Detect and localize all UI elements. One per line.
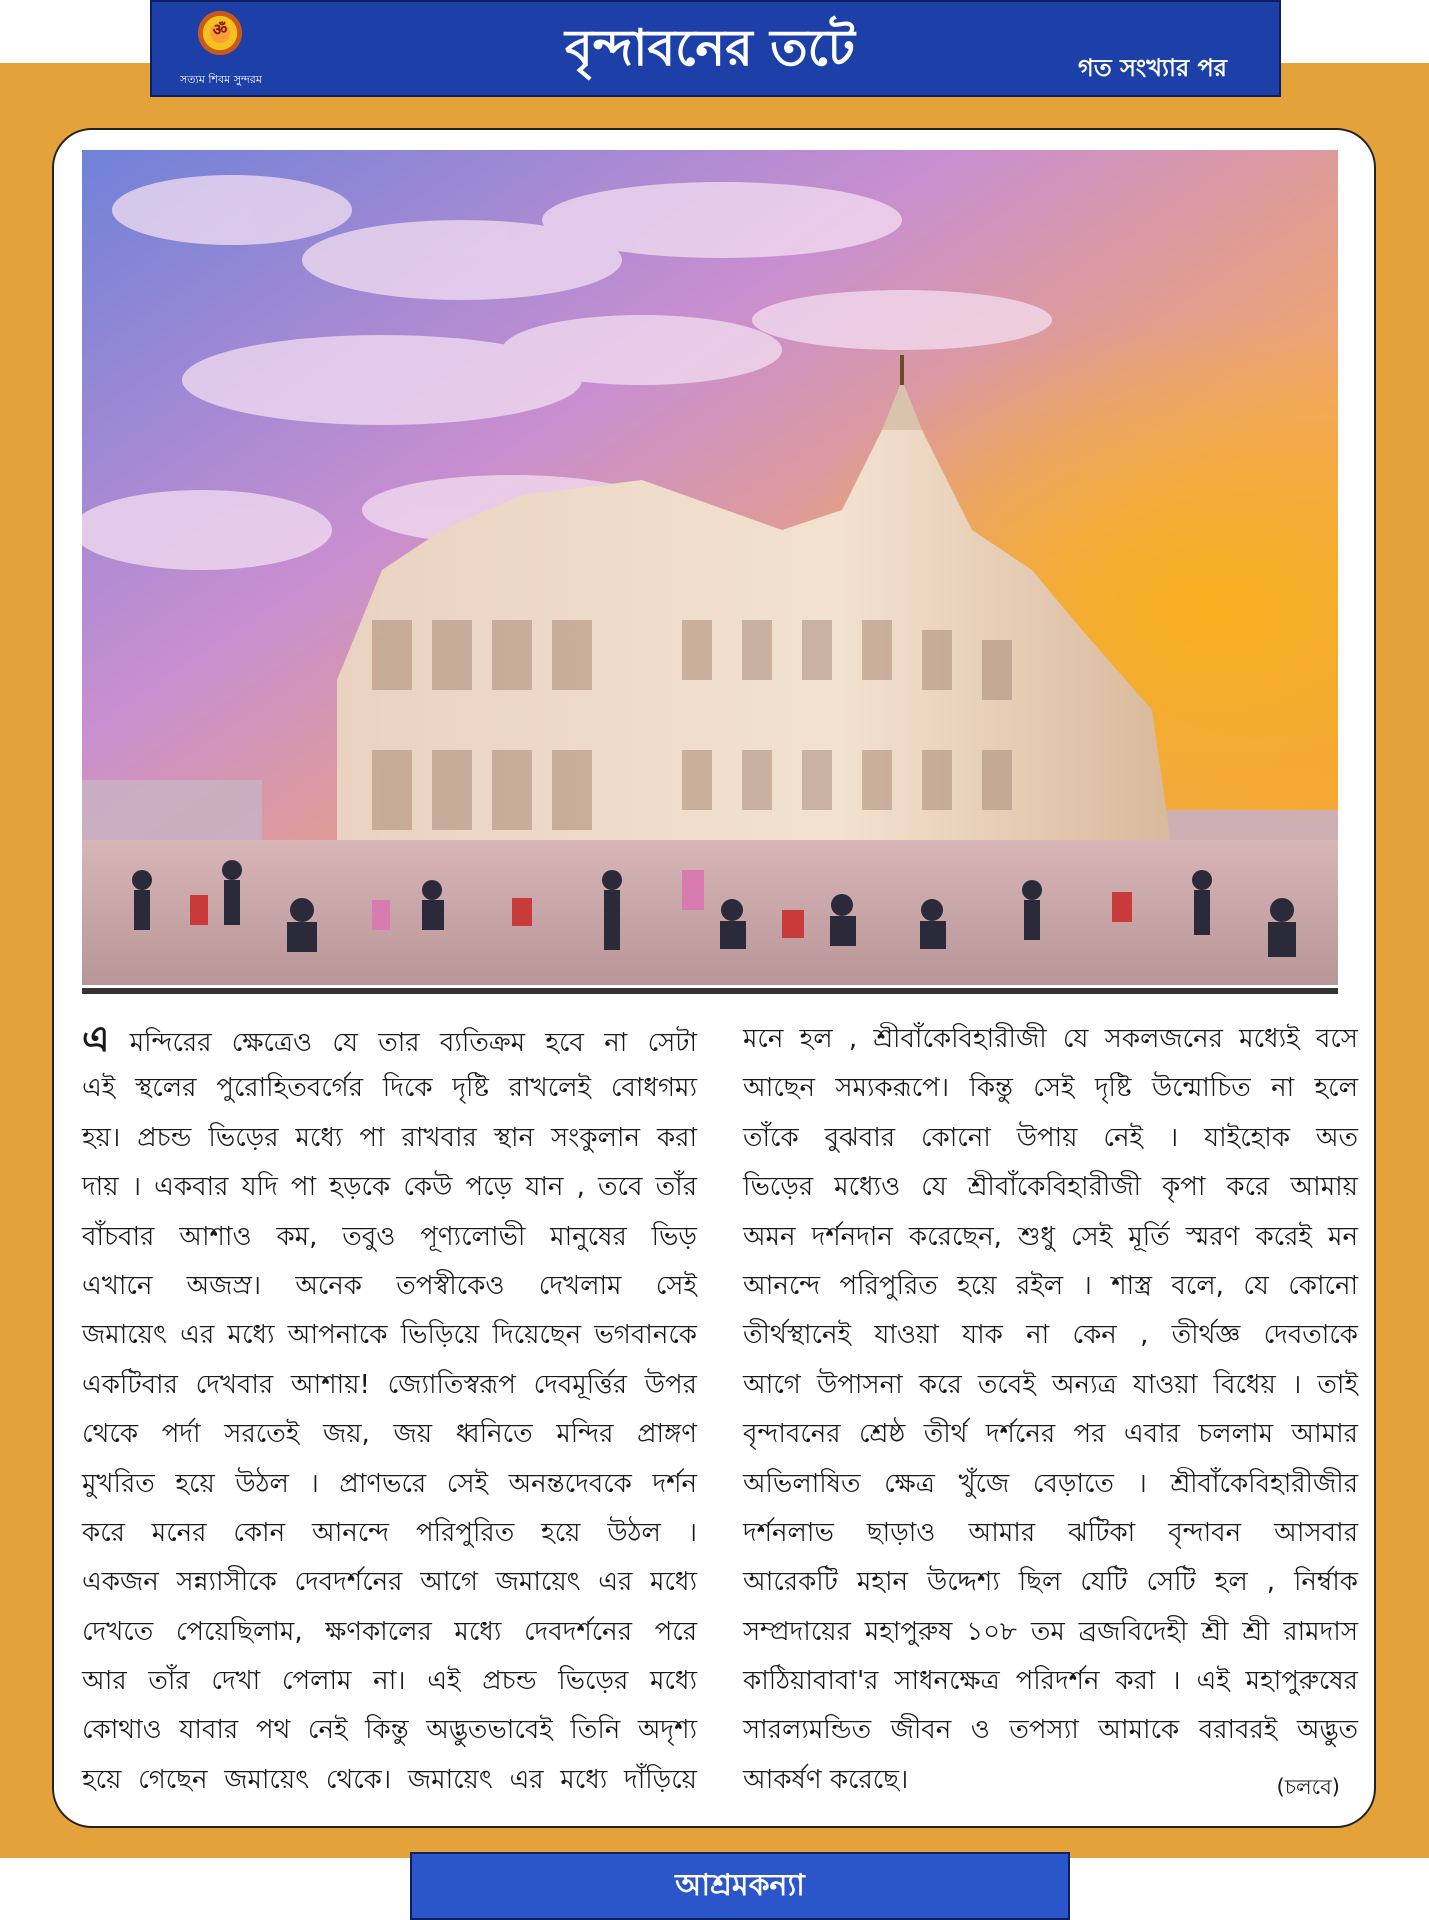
- footer-author: আশ্রমকন্যা: [675, 1868, 805, 1903]
- continuation-label: গত সংখ্যার পর: [1077, 54, 1227, 82]
- article-line: দর্শনলাভ ছাড়াও আমার ঝটিকা বৃন্দাবন আসবার: [743, 1517, 1358, 1548]
- article-line: থেকে পর্দা সরতেই জয়, জয় ধ্বনিতে মন্দির প্রাঙ্গণ: [82, 1419, 697, 1450]
- article-line: মনে হল , শ্রীবাঁকেবিহারীজী যে সকলজনের মধ্যেই বসে: [743, 1024, 1358, 1054]
- article-line: কোথাও যাবার পথ নেই কিন্তু অদ্ভুতভাবেই তিনি অদৃশ্য: [82, 1715, 697, 1746]
- article-line: এই স্থলের পুরোহিতবর্গের দিকে দৃষ্টি রাখলেই বোধগম্য: [82, 1073, 697, 1104]
- article-line: হয়। প্রচন্ড ভিড়ের মধ্যে পা রাখবার স্থান সংকুলান করা: [82, 1122, 697, 1153]
- article-line: আর তাঁর দেখা পেলাম না। এই প্রচন্ড ভিড়ের মধ্যে: [82, 1666, 697, 1697]
- article-line: আছেন সম্যকরূপে। কিন্তু সেই দৃষ্টি উন্মোচিত না হলে: [743, 1073, 1358, 1104]
- article-line: সারল্যমন্ডিত জীবন ও তপস্যা আমাকে বরাবরই অদ্ভুত: [743, 1715, 1358, 1746]
- article-line: দায় । একবার যদি পা হড়কে কেউ পড়ে যান , তবে তাঁর: [82, 1172, 697, 1203]
- article-line: তীর্থস্থানেই যাওয়া যাক না কেন , তীর্থজ্ঞ দেবতাকে: [743, 1320, 1358, 1351]
- article-line: একজন সন্ন্যাসীকে দেবদর্শনের আগে জমায়েৎ এর মধ্যে: [82, 1567, 697, 1598]
- article-line: এখানে অজস্র। অনেক তপস্বীকেও দেখলাম সেই: [82, 1270, 697, 1301]
- article-line: বৃন্দাবনের শ্রেষ্ঠ তীর্থ দর্শনের পর এবার চললাম আমার: [743, 1419, 1358, 1450]
- temple-photo: [82, 150, 1338, 985]
- article-line: মুখরিত হয়ে উঠল । প্রাণভরে সেই অনন্তদেবকে দর্শন: [82, 1468, 697, 1499]
- om-symbol-icon: ॐ: [212, 20, 228, 39]
- article-line: আগে উপাসনা করে তবেই অন্যত্র যাওয়া বিধেয় । তাই: [743, 1369, 1358, 1400]
- article-line: অমন দর্শনদান করেছেন, শুধু সেই মূর্তি স্মরণ করেই মন: [743, 1221, 1358, 1252]
- article-column-right: [743, 1015, 1358, 1805]
- article-line: অভিলাষিত ক্ষেত্র খুঁজে বেড়াতে । শ্রীবাঁকেবিহারীজীর: [743, 1468, 1358, 1499]
- article-line: তাঁকে বুঝবার কোনো উপায় নেই । যাইহোক অত: [743, 1122, 1358, 1153]
- article-line: হয়ে গেছেন জমায়েৎ থেকে। জমায়েৎ এর মধ্যে দাঁড়িয়ে: [82, 1764, 697, 1795]
- article-line: ভিড়ের মধ্যেও যে শ্রীবাঁকেবিহারীজী কৃপা করে আমায়: [743, 1172, 1358, 1203]
- article-line: একটিবার দেখবার আশায়! জ্যোতিস্বরূপ দেবমূর্ত্তির উপর: [82, 1369, 697, 1400]
- dropcap: এ: [82, 1019, 110, 1060]
- article-line: সম্প্রদায়ের মহাপুরুষ ১০৮ তম ব্রজবিদেহী শ্রী শ্রী রামদাস: [743, 1616, 1358, 1647]
- article-line: জমায়েৎ এর মধ্যে আপনাকে ভিড়িয়ে দিয়েছেন ভগবানকে: [82, 1320, 697, 1351]
- article-line: বাঁচবার আশাও কম, তবুও পূণ্যলোভী মানুষের ভিড়: [82, 1221, 697, 1252]
- to-be-continued-label: (চলবে): [1276, 1775, 1340, 1799]
- article-line: কাঠিয়াবাবা'র সাধনক্ষেত্র পরিদর্শন করা । এই মহাপুরুষের: [743, 1666, 1358, 1697]
- article-column-left: [82, 1015, 697, 1805]
- article-line: করে মনের কোন আনন্দে পরিপুরিত হয়ে উঠল ।: [82, 1517, 697, 1548]
- photo-divider: [82, 988, 1338, 994]
- page-title: বৃন্দাবনের তটে: [565, 19, 855, 77]
- article-line: [82, 1015, 697, 1064]
- article-line-text: মন্দিরের ক্ষেত্রেও যে তার ব্যতিক্রম হবে না সেটা: [129, 1028, 698, 1058]
- article-line: আকর্ষণ করেছে।: [743, 1764, 909, 1795]
- logo-caption: সত্যম শিবম সুন্দরম: [180, 73, 262, 86]
- article-line: আরেকটি মহান উদ্দেশ্য ছিল যেটি সেটি হল , নির্ম্বাক: [743, 1567, 1358, 1598]
- article-line: দেখতে পেয়েছিলাম, ক্ষণকালের মধ্যে দেবদর্শনের পরে: [82, 1616, 697, 1647]
- article-line: আনন্দে পরিপুরিত হয়ে রইল । শাস্ত্র বলে, যে কোনো: [743, 1270, 1358, 1301]
